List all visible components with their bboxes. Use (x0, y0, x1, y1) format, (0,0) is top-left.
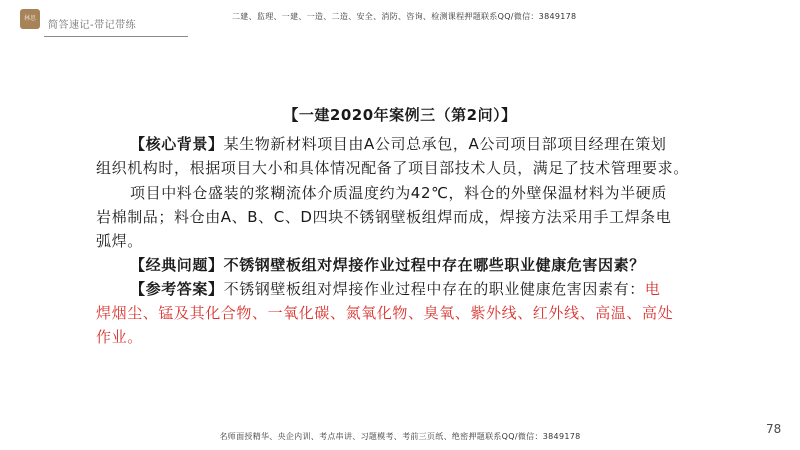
answer-highlight-2: 焊烟尘、锰及其化合物、一氧化碳、氮氧化物、臭氧、紫外线、红外线、高温、高处 (96, 304, 674, 322)
question-line (130, 255, 645, 275)
brand-title: 简答速记-带记带练 (48, 20, 137, 31)
paragraph-2-line-2: 岩棉制品；料仓由A、B、C、D四块不锈钢壁板组焊而成，焊接方法采用手工焊条电 (96, 208, 672, 226)
case-title: 【一建2020年案例三（第2问）】 (283, 106, 517, 124)
answer-intro: 不锈钢壁板组对焊接作业过程中存在的职业健康危害因素有： (223, 280, 645, 298)
paragraph-2-line-3: 弧焊。 (96, 232, 143, 250)
answer-label: 【参考答案】 (130, 280, 224, 298)
question-label: 【经典问题】 (130, 256, 224, 274)
background-line-1 (130, 134, 667, 154)
answer-highlight-1: 电 (644, 280, 661, 298)
paragraph-2-line-1: 项目中料仓盛装的浆糊流体介质温度约为42℃，料仓的外壁保温材料为半硬质 (130, 184, 667, 202)
answer-line-1 (130, 279, 660, 299)
question-text: 不锈钢壁板组对焊接作业过程中存在哪些职业健康危害因素？ (223, 256, 645, 274)
background-label: 【核心背景】 (130, 135, 224, 153)
brand-logo: 林思 (20, 9, 40, 29)
background-text-1: 某生物新材料项目由A公司总承包，A公司项目部项目经理在策划 (223, 135, 667, 153)
answer-highlight-3: 作业。 (96, 328, 143, 346)
page-number: 78 (766, 422, 782, 436)
footer-text: 名师面授精华、央企内训、考点串讲、习题模考、考前三页纸、绝密押题联系QQ/微信：3849178 (219, 432, 581, 441)
header-contact-text: 二建、监理、一建、一造、二造、安全、消防、咨询、检测课程押题联系QQ/微信：3849178 (232, 12, 577, 21)
background-line-2: 组织机构时，根据项目大小和具体情况配备了项目部技术人员，满足了技术管理要求。 (96, 159, 689, 177)
